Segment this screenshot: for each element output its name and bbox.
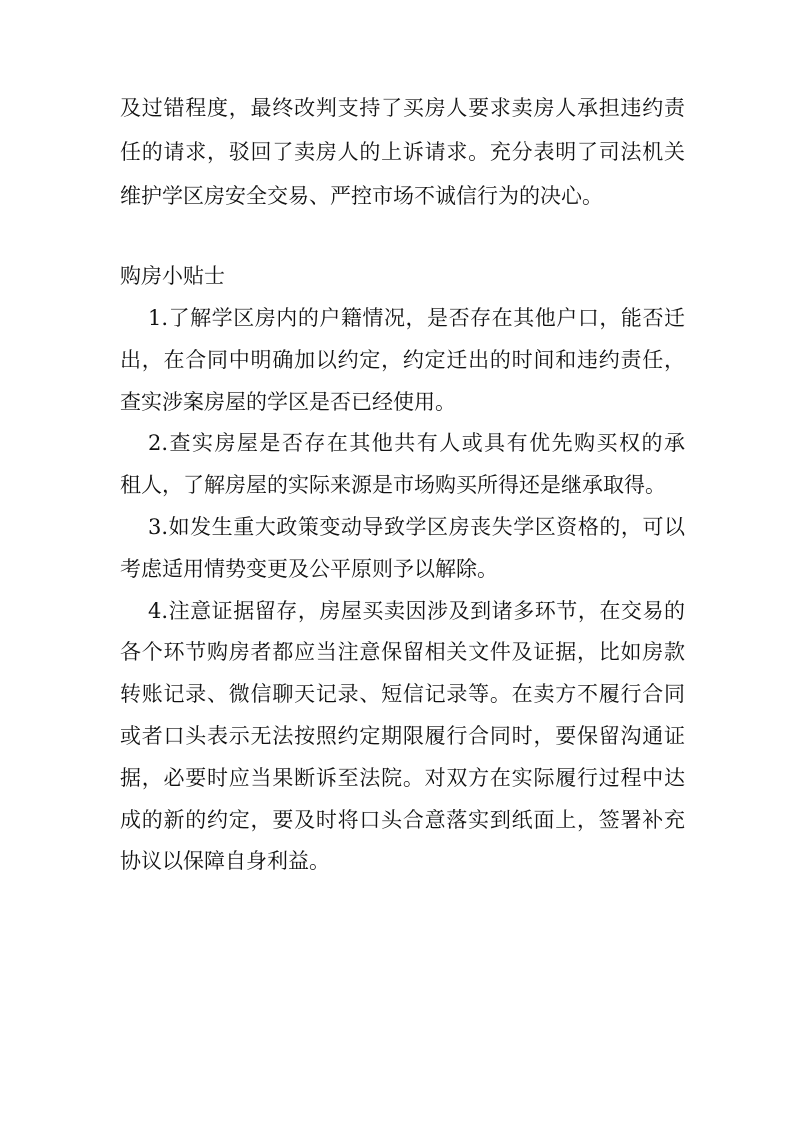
tip-line: 2.查实房屋是否存在其他共有人或具有优先购买权的承 [148, 431, 685, 456]
tip-line: 或者口头表示无法按照约定期限履行合同时，要保留沟通证 [120, 723, 685, 748]
tip-line: 查实涉案房屋的学区是否已经使用。 [120, 389, 456, 414]
tip-line: 成的新的约定，要及时将口头合意落实到纸面上，签署补充 [120, 807, 685, 832]
tips-heading-text: 购房小贴士 [120, 264, 225, 288]
intro-paragraph [120, 86, 685, 218]
tip-line: 考虑适用情势变更及公平原则予以解除。 [120, 556, 498, 581]
tip-line: 各个环节购房者都应当注意保留相关文件及证据，比如房款 [120, 640, 685, 665]
tip-item-1 [120, 298, 685, 423]
tip-line: 3.如发生重大政策变动导致学区房丧失学区资格的，可以 [148, 514, 685, 539]
intro-line: 任的请求，驳回了卖房人的上诉请求。充分表明了司法机关 [120, 140, 685, 164]
tips-heading [120, 255, 685, 297]
tip-item-2 [120, 423, 685, 507]
tip-line: 转账记录、微信聊天记录、短信记录等。在卖方不履行合同 [120, 682, 685, 707]
tip-line: 据，必要时应当果断诉至法院。对双方在实际履行过程中达 [120, 765, 685, 790]
tip-item-3 [120, 507, 685, 591]
intro-line: 维护学区房安全交易、严控市场不诚信行为的决心。 [120, 184, 603, 208]
tip-line: 1.了解学区房内的户籍情况，是否存在其他户口，能否迁 [148, 306, 685, 330]
tips-list [120, 298, 685, 883]
intro-line: 及过错程度，最终改判支持了买房人要求卖房人承担违约责 [120, 96, 685, 120]
tip-line: 协议以保障自身利益。 [120, 849, 330, 874]
tip-item-4 [120, 591, 685, 884]
tip-line: 4.注意证据留存，房屋买卖因涉及到诸多环节，在交易的 [148, 598, 685, 623]
tip-line: 租人，了解房屋的实际来源是市场购买所得还是继承取得。 [120, 473, 666, 498]
tip-line: 出，在合同中明确加以约定，约定迁出的时间和违约责任， [120, 347, 685, 372]
